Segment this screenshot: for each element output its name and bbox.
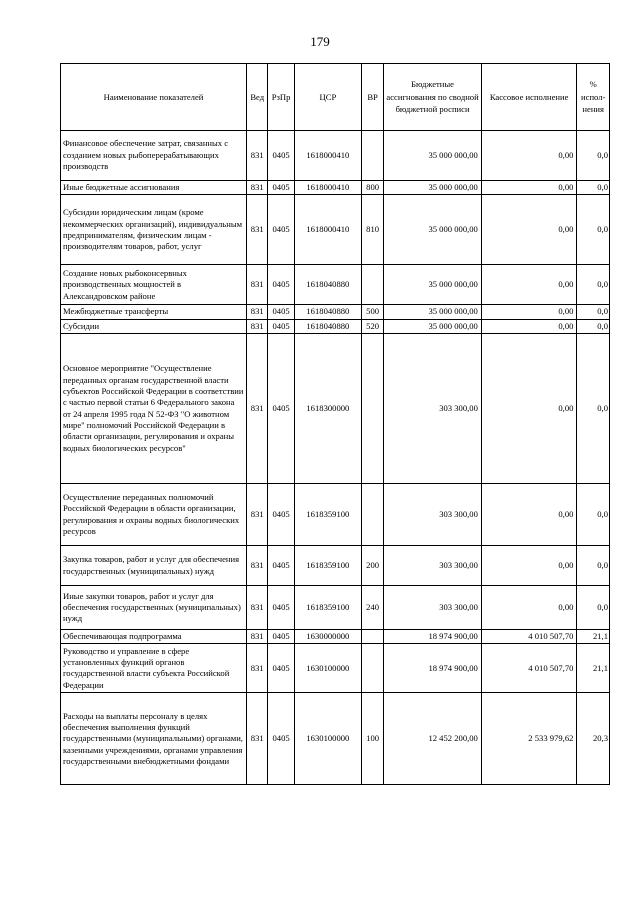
cell-csr: 1618000410	[294, 131, 361, 181]
cell-name: Руководство и управление в сфере установленных функций органов государственной власти субъекта Российской Федерации	[61, 644, 247, 693]
cell-ved: 831	[247, 305, 268, 319]
cell-plan: 35 000 000,00	[384, 265, 482, 305]
table-body	[61, 131, 610, 785]
cell-fact: 0,00	[481, 484, 577, 546]
cell-fact: 0,00	[481, 319, 577, 333]
cell-rzpr: 0405	[268, 334, 294, 484]
cell-vr	[361, 644, 383, 693]
cell-rzpr: 0405	[268, 181, 294, 195]
cell-plan: 35 000 000,00	[384, 305, 482, 319]
cell-ved: 831	[247, 334, 268, 484]
header-rzpr: РзПр	[268, 64, 294, 131]
header-name: Наименование показателей	[61, 64, 247, 131]
cell-name: Субсидии юридическим лицам (кроме некоммерческих организаций), индивидуальным предпринимателям, физическим лицам - производителям товаров, работ, услуг	[61, 195, 247, 265]
cell-ved: 831	[247, 644, 268, 693]
table-row	[61, 586, 610, 630]
cell-csr: 1618359100	[294, 484, 361, 546]
cell-csr: 1618040880	[294, 319, 361, 333]
cell-ved: 831	[247, 181, 268, 195]
cell-plan: 303 300,00	[384, 586, 482, 630]
cell-pct: 0,0	[577, 319, 610, 333]
cell-vr: 800	[361, 181, 383, 195]
table-row	[61, 319, 610, 333]
cell-fact: 4 010 507,70	[481, 630, 577, 644]
cell-fact: 0,00	[481, 334, 577, 484]
cell-rzpr: 0405	[268, 644, 294, 693]
cell-fact: 0,00	[481, 131, 577, 181]
table-row	[61, 484, 610, 546]
cell-vr	[361, 334, 383, 484]
cell-rzpr: 0405	[268, 195, 294, 265]
cell-rzpr: 0405	[268, 484, 294, 546]
cell-fact: 0,00	[481, 265, 577, 305]
cell-rzpr: 0405	[268, 693, 294, 785]
cell-plan: 35 000 000,00	[384, 319, 482, 333]
cell-pct: 21,1	[577, 630, 610, 644]
cell-pct: 0,0	[577, 195, 610, 265]
cell-name: Субсидии	[61, 319, 247, 333]
table-row	[61, 644, 610, 693]
table-row	[61, 181, 610, 195]
cell-vr: 500	[361, 305, 383, 319]
cell-plan: 12 452 200,00	[384, 693, 482, 785]
cell-ved: 831	[247, 319, 268, 333]
cell-rzpr: 0405	[268, 265, 294, 305]
cell-vr: 200	[361, 546, 383, 586]
cell-csr: 1618000410	[294, 195, 361, 265]
cell-vr: 810	[361, 195, 383, 265]
table-row	[61, 693, 610, 785]
cell-pct: 0,0	[577, 131, 610, 181]
cell-csr: 1618300000	[294, 334, 361, 484]
cell-rzpr: 0405	[268, 319, 294, 333]
cell-csr: 1618359100	[294, 586, 361, 630]
table-row	[61, 305, 610, 319]
cell-ved: 831	[247, 484, 268, 546]
cell-csr: 1618359100	[294, 546, 361, 586]
header-csr: ЦСР	[294, 64, 361, 131]
cell-plan: 303 300,00	[384, 334, 482, 484]
cell-pct: 0,0	[577, 265, 610, 305]
cell-name: Осуществление переданных полномочий Российской Федерации в области организации, регулирования и охраны водных биологических ресурсов	[61, 484, 247, 546]
header-fact: Кассовое исполнение	[481, 64, 577, 131]
cell-vr: 240	[361, 586, 383, 630]
header-vr: ВР	[361, 64, 383, 131]
cell-fact: 0,00	[481, 586, 577, 630]
cell-pct: 0,0	[577, 484, 610, 546]
cell-vr	[361, 630, 383, 644]
cell-ved: 831	[247, 546, 268, 586]
table-row	[61, 195, 610, 265]
cell-ved: 831	[247, 630, 268, 644]
table-header-row	[61, 64, 610, 131]
cell-vr	[361, 265, 383, 305]
cell-csr: 1618040880	[294, 305, 361, 319]
table-row	[61, 265, 610, 305]
cell-csr: 1630100000	[294, 644, 361, 693]
cell-fact: 2 533 979,62	[481, 693, 577, 785]
cell-pct: 21,1	[577, 644, 610, 693]
cell-csr: 1630100000	[294, 693, 361, 785]
cell-plan: 18 974 900,00	[384, 644, 482, 693]
table-row	[61, 131, 610, 181]
cell-ved: 831	[247, 131, 268, 181]
cell-pct: 0,0	[577, 586, 610, 630]
cell-ved: 831	[247, 265, 268, 305]
cell-fact: 0,00	[481, 195, 577, 265]
cell-plan: 18 974 900,00	[384, 630, 482, 644]
cell-rzpr: 0405	[268, 586, 294, 630]
cell-plan: 35 000 000,00	[384, 131, 482, 181]
header-pct: % испол- нения	[577, 64, 610, 131]
table-row	[61, 334, 610, 484]
cell-vr: 100	[361, 693, 383, 785]
cell-vr	[361, 131, 383, 181]
cell-plan: 35 000 000,00	[384, 181, 482, 195]
cell-ved: 831	[247, 586, 268, 630]
cell-pct: 0,0	[577, 305, 610, 319]
table-row	[61, 546, 610, 586]
cell-vr: 520	[361, 319, 383, 333]
header-ved: Вед	[247, 64, 268, 131]
cell-name: Иные закупки товаров, работ и услуг для обеспечения государственных (муниципальных) нужд	[61, 586, 247, 630]
page-number: 179	[310, 34, 330, 49]
cell-csr: 1618040880	[294, 265, 361, 305]
cell-plan: 303 300,00	[384, 546, 482, 586]
cell-rzpr: 0405	[268, 131, 294, 181]
cell-name: Основное мероприятие "Осуществление переданных органам государственной власти субъектов Российской Федерации в соответствии с частью первой статьи 6 Федерального закона от 24 апреля 1995 года N 52-ФЗ "О животном мире" полномочий Российской Федерации в области организации, регулирования и охраны водных биологических ресурсов"	[61, 334, 247, 484]
cell-vr	[361, 484, 383, 546]
header-plan: Бюджетные ассигнования по сводной бюджетной росписи	[384, 64, 482, 131]
cell-plan: 35 000 000,00	[384, 195, 482, 265]
cell-name: Иные бюджетные ассигнования	[61, 181, 247, 195]
cell-pct: 0,0	[577, 181, 610, 195]
cell-pct: 20,3	[577, 693, 610, 785]
cell-plan: 303 300,00	[384, 484, 482, 546]
cell-pct: 0,0	[577, 334, 610, 484]
cell-rzpr: 0405	[268, 305, 294, 319]
cell-rzpr: 0405	[268, 630, 294, 644]
cell-name: Обеспечивающая подпрограмма	[61, 630, 247, 644]
cell-name: Межбюджетные трансферты	[61, 305, 247, 319]
cell-fact: 0,00	[481, 181, 577, 195]
cell-name: Финансовое обеспечение затрат, связанных с созданием новых рыбоперерабатывающих производств	[61, 131, 247, 181]
cell-name: Расходы на выплаты персоналу в целях обеспечения выполнения функций государственными (муниципальными) органами, казенными учреждениями, органами управления государственными внебюджетными фондами	[61, 693, 247, 785]
cell-ved: 831	[247, 693, 268, 785]
cell-csr: 1618000410	[294, 181, 361, 195]
cell-fact: 0,00	[481, 546, 577, 586]
cell-ved: 831	[247, 195, 268, 265]
cell-csr: 1630000000	[294, 630, 361, 644]
cell-fact: 4 010 507,70	[481, 644, 577, 693]
cell-rzpr: 0405	[268, 546, 294, 586]
cell-name: Создание новых рыбоконсервных производственных мощностей в Александровском районе	[61, 265, 247, 305]
cell-fact: 0,00	[481, 305, 577, 319]
budget-execution-table	[60, 63, 610, 785]
cell-name: Закупка товаров, работ и услуг для обеспечения государственных (муниципальных) нужд	[61, 546, 247, 586]
table-row	[61, 630, 610, 644]
cell-pct: 0,0	[577, 546, 610, 586]
